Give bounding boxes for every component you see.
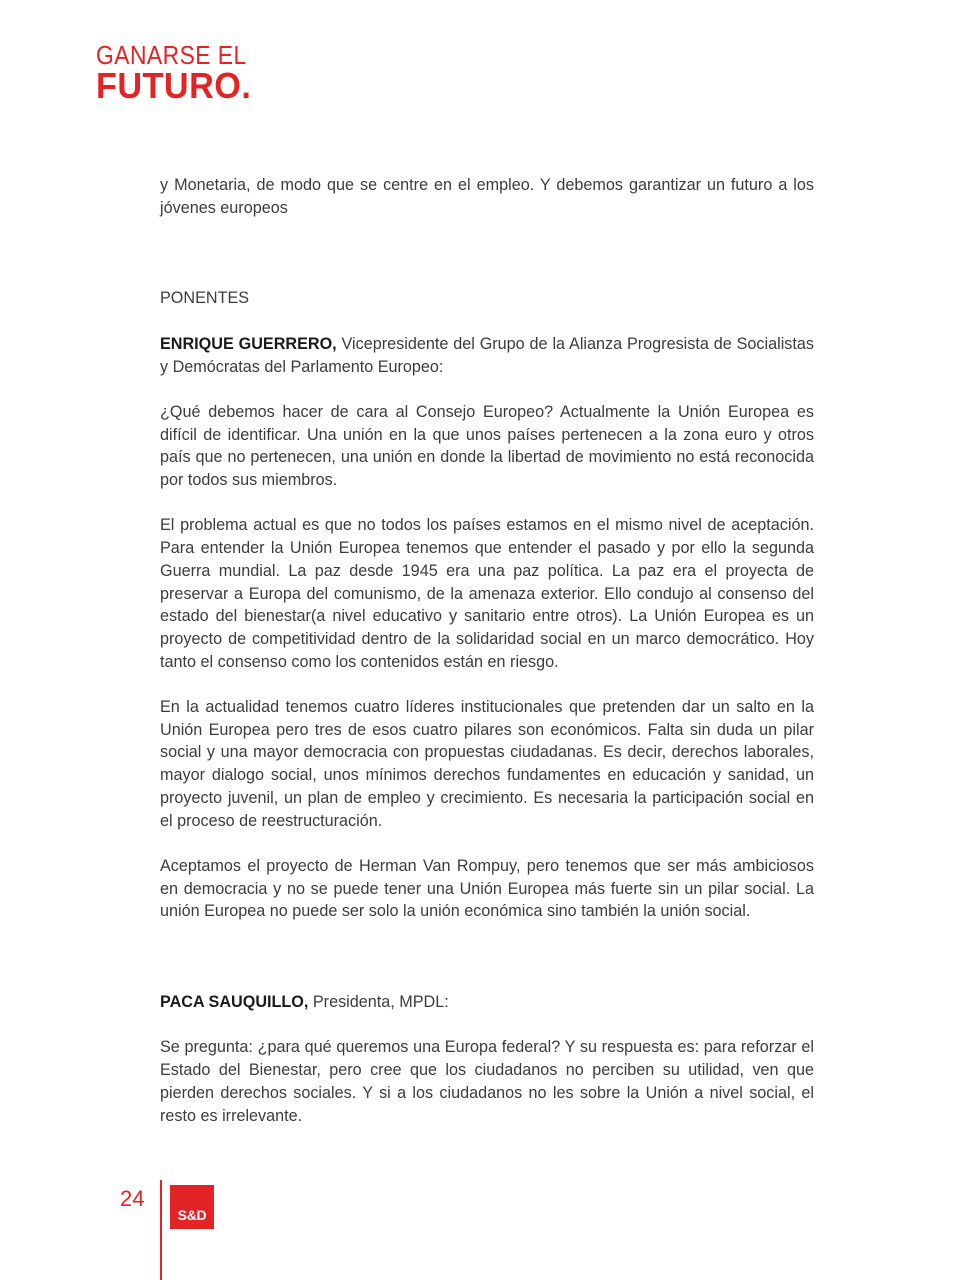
sd-logo: S&D: [170, 1185, 214, 1229]
speech-paragraph: En la actualidad tenemos cuatro líderes institucionales que pretenden dar un salto en la Unión Europea pero tres de esos cuatro pilares son económicos. Falta sin duda un pilar social y una mayor democracia con propuestas ciudadanas. Es decir, derechos laborales, mayor dialogo social, unos mínimos derechos fundamentes en educación y sanidad, un proyecto juvenil, un plan de empleo y crecimiento. Es necesaria la participación social en el proceso de reestructuración.: [160, 698, 814, 830]
section-heading: PONENTES: [160, 289, 250, 308]
page-number: 24: [120, 1186, 145, 1211]
speech-paragraph: ¿Qué debemos hacer de cara al Consejo Europeo? Actualmente la Unión Europea es difícil de identificar. Una unión en la que unos países pertenecen a la zona euro y otros país que no pertenecen, una unión en donde la libertad de movimiento no está reconocida por todos sus miembros.: [160, 402, 814, 489]
intro-paragraph: y Monetaria, de modo que se centre en el empleo. Y debemos garantizar un futuro a los jóvenes europeos: [160, 176, 814, 217]
speaker-header: [160, 333, 814, 378]
speech-paragraph: Se pregunta: ¿para qué queremos una Europa federal? Y su respuesta es: para reforzar el Estado del Bienestar, pero cree que los ciudadanos no perciben su utilidad, ven que pierden derechos sociales. Y si a los ciudadanos no les sobre la Unión a nivel social, el resto es irrelevante.: [160, 1038, 814, 1125]
footer-divider: [160, 1180, 162, 1280]
brand-line-2: FUTURO.: [96, 65, 252, 106]
speaker-name: PACA SAUQUILLO,: [160, 993, 309, 1012]
document-body: [160, 174, 814, 1127]
brand-line-1: GANARSE EL: [96, 40, 247, 70]
brand-logo: [96, 42, 267, 104]
speaker-header: [160, 991, 814, 1014]
speech-paragraph: El problema actual es que no todos los países estamos en el mismo nivel de aceptación. Para entender la Unión Europea tenemos que entender el pasado y por ello la segunda Guerra mundial. La paz desde 1945 era una paz política. La paz era el proyecta de preservar a Europa del comunismo, de la amenaza exterior. Ello condujo al consenso del estado del bienestar(a nivel educativo y sanitario entre otros). La Unión Europea es un proyecto de competitividad dentro de la solidaridad social en un marco democrático. Hoy tanto el consenso como los contenidos están en riesgo.: [160, 516, 814, 671]
speaker-name: ENRIQUE GUERRERO,: [160, 334, 337, 353]
speech-paragraph: Aceptamos el proyecto de Herman Van Rompuy, pero tenemos que ser más ambiciosos en democracia y no se puede tener una Unión Europea más fuerte sin un pilar social. La unión Europea no puede ser solo la unión económica sino también la unión social.: [160, 856, 814, 921]
speaker-role: Presidenta, MPDL:: [308, 993, 449, 1012]
speaker-role: Vicepresidente del Grupo de la Alianza Progresista de Socialistas y Demócratas del Parlamento Europeo:: [160, 334, 814, 376]
